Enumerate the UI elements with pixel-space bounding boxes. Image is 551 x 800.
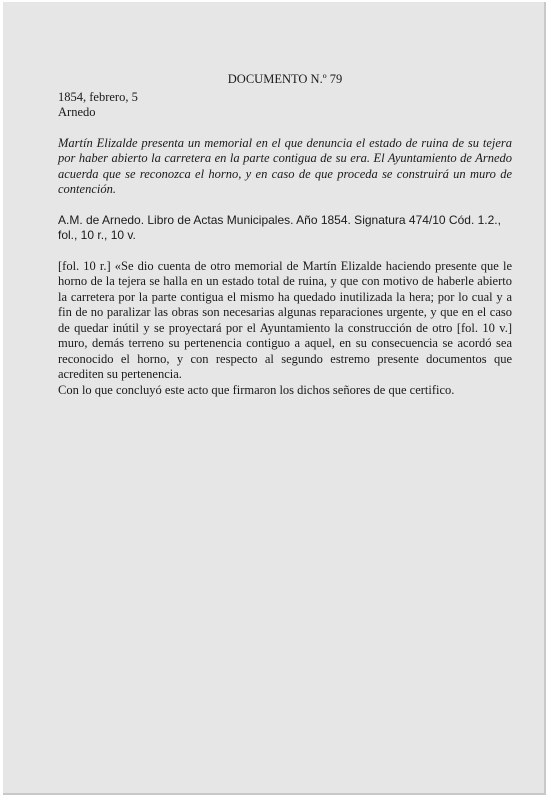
document-body: [fol. 10 r.] «Se dio cuenta de otro memorial de Martín Elizalde haciendo presente que le horno de la tejera se halla en un estado total de ruina, y que con motivo de haberle abierto la carretera por la parte contigua el mismo ha quedado inutilizada la hera; por lo cual y a fin de no paralizar las obras son necesarias algunas reparaciones urgente, y que en el caso de quedar inútil y se proyectará por el Ayuntamiento la construcción de otro [fol. 10 v.] muro, demás terreno su pertenencia contiguo a aquel, en su consecuencia se acordó sea reconocido el horno, y con respecto al segundo estremo presente documentos que acrediten su pertenencia. [58, 258, 512, 381]
document-title: DOCUMENTO N.º 79 [227, 72, 343, 86]
document-date: 1854, febrero, 5 [58, 89, 138, 104]
document-source: A.M. de Arnedo. Libro de Actas Municipales. Año 1854. Signatura 474/10 Cód. 1.2., fol., 10 r., 10 v. [58, 212, 501, 242]
document-closing: Con lo que concluyó este acto que firmaron los dichos señores de que certifico. [58, 382, 455, 397]
document-page [3, 2, 546, 795]
document-place: Arnedo [58, 105, 96, 119]
document-content [58, 72, 512, 398]
document-summary: Martín Elizalde presenta un memorial en el que denuncia el estado de ruina de su tejera por haber abierto la carretera en la parte contigua de su era. El Ayuntamiento de Arnedo acuerda que se reconozca el horno, y en caso de que proceda se construirá un muro de contención. [58, 135, 512, 196]
